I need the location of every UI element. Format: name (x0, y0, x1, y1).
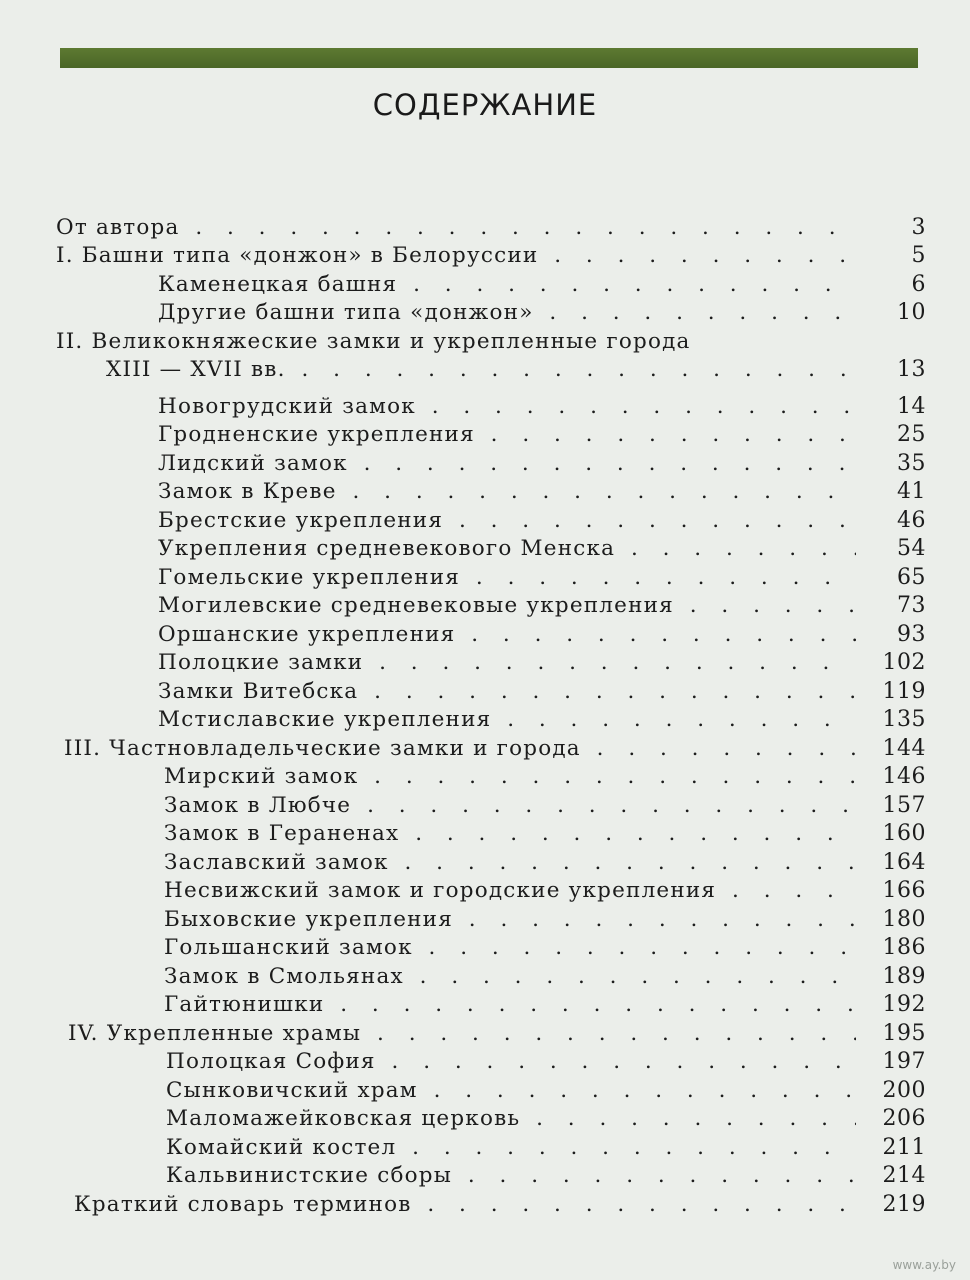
toc-entry-page: 73 (897, 593, 926, 618)
toc-entry-label: От автора . . . (56, 214, 856, 242)
toc-entry-label: Каменецкая башня . . . (158, 271, 856, 299)
toc-entry-page: 144 (882, 736, 926, 761)
toc-entry-author (0, 214, 970, 242)
toc-entry-page: 119 (882, 679, 926, 704)
toc-entry-page: 197 (882, 1049, 926, 1074)
toc-entry-kamenets-tower (0, 271, 970, 299)
toc-entry-label: Мстиславские укрепления . . . (158, 706, 856, 734)
toc-entry-label: Гомельские укрепления . . . (158, 564, 856, 592)
toc-entry-chapter-2 (0, 328, 970, 384)
toc-entry-label: Заславский замок . . . (164, 849, 856, 877)
toc-entry-page: 14 (897, 394, 926, 419)
toc-entry-page: 164 (882, 850, 926, 875)
toc-entry-chapter-1 (0, 242, 970, 270)
toc-entry-mogilev (0, 592, 970, 620)
toc-entry-geranony (0, 820, 970, 848)
toc-entry-other-towers (0, 299, 970, 327)
toc-entry-label: Новогрудский замок . . . (158, 393, 856, 421)
toc-entry-page: 5 (911, 243, 926, 268)
toc-entry-gaytyunishki (0, 991, 970, 1019)
toc-entry-bykhov (0, 906, 970, 934)
toc-entry-grodno (0, 421, 970, 449)
toc-entry-page: 211 (882, 1135, 926, 1160)
toc-entry-page: 135 (882, 707, 926, 732)
toc-entry-page: 25 (897, 422, 926, 447)
toc-entry-synkovichi (0, 1077, 970, 1105)
toc-entry-novogrudok (0, 393, 970, 421)
toc-entry-label: Полоцкие замки . . . (158, 649, 856, 677)
toc-entry-label: Полоцкая София . . . (166, 1048, 856, 1076)
toc-entry-label: Замок в Креве . . . (158, 478, 856, 506)
toc-entry-nesvizh (0, 877, 970, 905)
toc-entry-label: Кальвинистские сборы . . . (166, 1162, 856, 1190)
toc-entry-page: 200 (882, 1078, 926, 1103)
toc-entry-mir (0, 763, 970, 791)
toc-entry-page: 180 (882, 907, 926, 932)
toc-entry-label: Быховские укрепления . . . (164, 906, 856, 934)
toc-entry-polotsk-sofia (0, 1048, 970, 1076)
toc-entry-label: Замки Витебска . . . (158, 678, 856, 706)
toc-entry-golshany (0, 934, 970, 962)
toc-entry-glossary (0, 1191, 970, 1219)
toc-entry-page: 41 (897, 479, 926, 504)
toc-entry-label: Брестские укрепления . . . (158, 507, 856, 535)
toc-entry-page: 10 (897, 300, 926, 325)
toc-entry-label-continuation: XIII — XVII вв. . . . (106, 356, 856, 384)
toc-entry-page: 157 (882, 793, 926, 818)
toc-entry-page: 146 (882, 764, 926, 789)
toc-entry-lyubcha (0, 792, 970, 820)
toc-entry-page: 189 (882, 964, 926, 989)
toc-entry-zaslavl (0, 849, 970, 877)
page-title: СОДЕРЖАНИЕ (372, 88, 598, 122)
toc-entry-mensk (0, 535, 970, 563)
toc-entry-label: Оршанские укрепления . . . (158, 621, 856, 649)
toc-entry-label: IV. Укрепленные храмы . . . (68, 1020, 856, 1048)
toc-entry-page: 6 (911, 272, 926, 297)
toc-entry-page: 219 (882, 1192, 926, 1217)
toc-entry-gomel (0, 564, 970, 592)
toc-entry-page: 65 (897, 565, 926, 590)
toc-entry-label: Лидский замок . . . (158, 450, 856, 478)
toc-entry-calvinist (0, 1162, 970, 1190)
toc-entry-label: Комайский костел . . . (166, 1134, 856, 1162)
toc-entry-label: Краткий словарь терминов . . . (74, 1191, 856, 1219)
toc-entry-label: III. Частновладельческие замки и города . . . (64, 735, 856, 763)
toc-entry-page: 214 (882, 1163, 926, 1188)
toc-entry-chapter-3 (0, 735, 970, 763)
toc-entry-chapter-4 (0, 1020, 970, 1048)
toc-entry-mstislavl (0, 706, 970, 734)
watermark: www.ay.by (892, 1258, 956, 1272)
toc-entry-orsha (0, 621, 970, 649)
toc-entry-page: 46 (897, 508, 926, 533)
toc-entry-label: Гродненские укрепления . . . (158, 421, 856, 449)
toc-entry-page: 54 (897, 536, 926, 561)
toc-entry-malomozheykovo (0, 1105, 970, 1133)
toc-entry-vitebsk (0, 678, 970, 706)
toc-entry-label: Гольшанский замок . . . (164, 934, 856, 962)
toc-entry-page: 195 (882, 1021, 926, 1046)
toc-entry-page: 186 (882, 935, 926, 960)
toc-entry-polotsk-castles (0, 649, 970, 677)
toc-entry-page: 3 (911, 215, 926, 240)
toc-entry-label: Замок в Смольянах . . . (164, 963, 856, 991)
toc-entry-label: Мирский замок . . . (164, 763, 856, 791)
toc-entry-label: Замок в Гераненах . . . (164, 820, 856, 848)
toc-entry-label: Укрепления средневекового Менска . . . (158, 535, 856, 563)
toc-entry-page: 192 (882, 992, 926, 1017)
toc-entry-komai (0, 1134, 970, 1162)
toc-entry-krevo (0, 478, 970, 506)
toc-entry-brest (0, 507, 970, 535)
toc-entry-label: Замок в Любче . . . (164, 792, 856, 820)
toc-entry-label: Гайтюнишки . . . (164, 991, 856, 1019)
toc-entry-page: 93 (897, 622, 926, 647)
toc-entry-page: 102 (882, 650, 926, 675)
toc-entry-page: 35 (897, 451, 926, 476)
toc-entry-label: I. Башни типа «донжон» в Белоруссии . . . (56, 242, 856, 270)
toc-entry-page: 13 (897, 357, 926, 382)
toc-entry-lida (0, 450, 970, 478)
toc-entry-page: 160 (882, 821, 926, 846)
toc-entry-label: Несвижский замок и городские укрепления . . . (164, 877, 856, 905)
toc-entry-label: Могилевские средневековые укрепления . . . (158, 592, 856, 620)
toc-entry-label: Сынковичский храм . . . (166, 1077, 856, 1105)
toc-entry-page: 206 (882, 1106, 926, 1131)
toc-entry-page: 166 (882, 878, 926, 903)
header-band (60, 48, 918, 68)
toc-entry-smolyany (0, 963, 970, 991)
toc-entry-label: Маломажейковская церковь . . . (166, 1105, 856, 1133)
toc-entry-label: Другие башни типа «донжон» . . . (158, 299, 856, 327)
toc-entry-label: II. Великокняжеские замки и укрепленные города (56, 329, 691, 354)
